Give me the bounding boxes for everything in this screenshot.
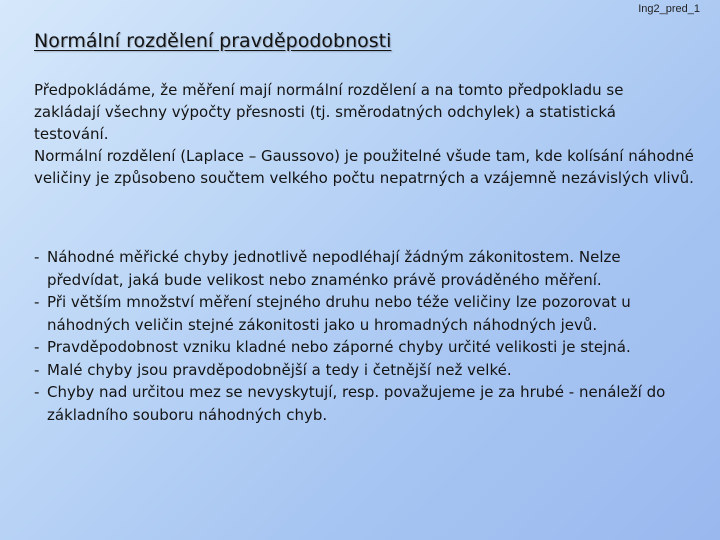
bullet-text: Při větším množství měření stejného druhu nebo téže veličiny lze pozorovat u náhodných veličin stejné zákonitosti jako u hromadných náhodných jevů. [47,293,631,334]
bullet-item [34,291,694,336]
intro-paragraph-definition: Normální rozdělení (Laplace – Gaussovo) je použitelné všude tam, kde kolísání náhodné veličiny je způsobeno součtem velkého počtu nepatrných a vzájemně nezávislých vlivů. [34,147,694,187]
bullet-item [34,246,694,291]
bullet-marker: - [34,338,40,356]
bullet-marker: - [34,383,40,401]
bullet-text: Chyby nad určitou mez se nevyskytují, resp. považujeme je za hrubé - nenáleží do základního souboru náhodných chyb. [47,383,666,424]
slide-title: Normální rozdělení pravděpodobnosti [34,30,392,52]
intro-paragraph-assumption: Předpokládáme, že měření mají normální rozdělení a na tomto předpokladu se zakládají všechny výpočty přesnosti (tj. směrodatných odchylek) a statistická testování. [34,81,624,143]
intro-text [34,79,694,189]
bullet-text: Malé chyby jsou pravděpodobnější a tedy i četnější než velké. [47,360,512,379]
bullet-text: Pravděpodobnost vzniku kladné nebo záporné chyby určité velikosti je stejná. [47,338,631,356]
slide-id: Ing2_pred_1 [638,3,700,15]
bullet-item [34,381,694,426]
bullet-text: Náhodné měřické chyby jednotlivě nepodléhají žádným zákonitostem. Nelze předvídat, jaká bude velikost nebo znaménko právě prováděného měření. [47,248,621,289]
bullet-item [34,359,694,382]
bullet-item [34,336,694,359]
bullet-marker: - [34,248,40,266]
bullet-marker: - [34,360,40,379]
bullet-marker: - [34,293,40,311]
bullet-list [34,246,694,426]
